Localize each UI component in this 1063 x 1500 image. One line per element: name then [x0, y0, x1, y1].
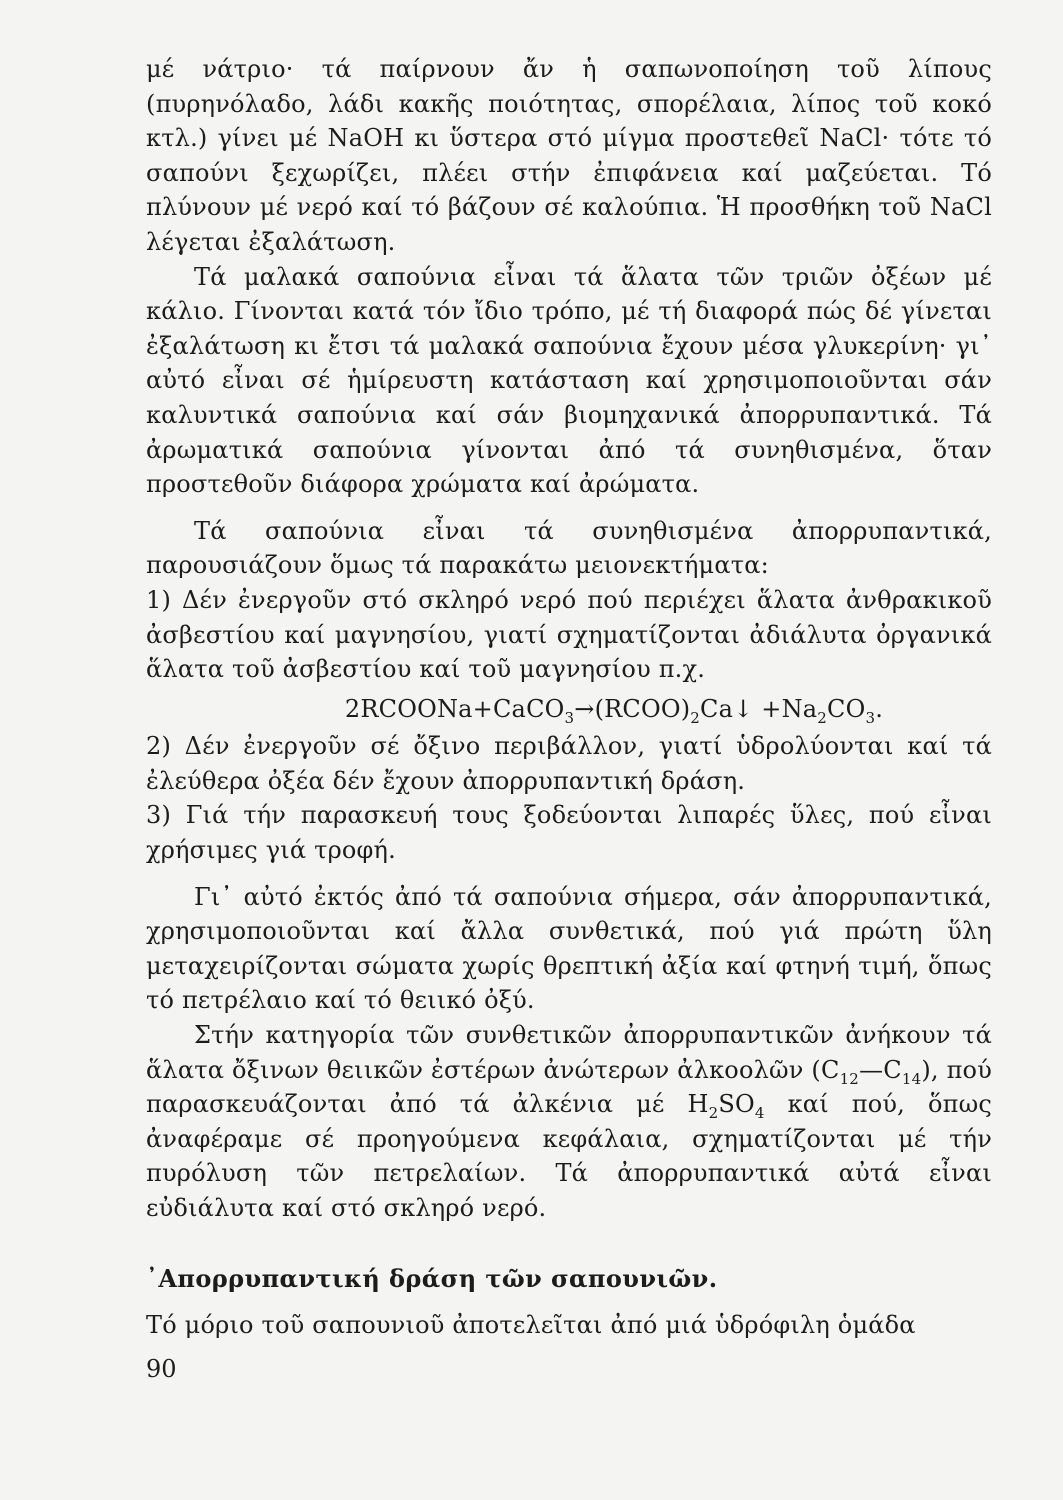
list-item-2: 2) Δέν ἐνεργοῦν σέ ὄξινο περιβάλλον, γιατί ὑδρολύονται καί τά ἐλεύθερα ὀξέα δέν ἔχουν ἀπορρυπαντική δράση. — [146, 732, 992, 795]
paragraph-4: Γι᾽ αὐτό ἐκτός ἀπό τά σαπούνια σήμερα, σάν ἀπορρυπαντικά, χρησιμοποιοῦνται καί ἄλλα συνθετικά, πού γιά πρώτη ὕλη μεταχειρίζονται σώματα χωρίς θρεπτική ἀξία καί φτηνή τιμή, ὅπως τό πετρέλαιο καί τό θειικό ὀξύ. — [146, 882, 992, 1015]
chemical-equation: $2RCOONa+CaCO_3\to(RCOO)_2Ca↓ +Na_2CO_3$. — [344, 694, 884, 727]
section-heading: ᾽Απορρυπαντική δράση τῶν σαπουνιῶν. — [146, 1263, 718, 1293]
page-number: 90 — [146, 1355, 177, 1383]
last-line: Τό μόριο τοῦ σαπουνιοῦ ἀποτελεῖται ἀπό μιά ὑδρόφιλη ὁμάδα — [146, 1311, 916, 1340]
paragraph-2: Τά μαλακά σαπούνια εἶναι τά ἅλατα τῶν τριῶν ὀξέων μέ κάλιο. Γίνονται κατά τόν ἴδιο τρόπο, μέ τή διαφορά πώς δέ γίνεται ἐξαλάτωση κι ἔτσι τά μαλακά σαπούνια ἔχουν μέσα γλυκερίνη· γι᾽ αὐτό εἶναι σέ ἡμίρευστη κατάσταση καί χρησιμοποιοῦνται σάν καλυντικά σαπούνια καί σάν βιομηχανικά ἀπορρυπαντικά. Τά ἀρωματικά σαπούνια γίνονται ἀπό τά συνηθισμένα, ὅταν προστεθοῦν διάφορα χρώματα καί ἀρώματα. — [146, 262, 992, 499]
list-item-1: 1) Δέν ἐνεργοῦν στό σκληρό νερό πού περιέχει ἅλατα ἀνθρακικοῦ ἀσβεστίου καί μαγνησίου, γιατί σχηματίζονται ἀδιάλυτα ὀργανικά ἅλατα τοῦ ἀσβεστίου καί τοῦ μαγνησίου π.χ. — [146, 585, 992, 684]
paragraph-3: Τά σαπούνια εἶναι τά συνηθισμένα ἀπορρυπαντικά, παρουσιάζουν ὅμως τά παρακάτω μειονεκτήματα: — [146, 516, 992, 580]
paragraph-5: Στήν κατηγορία τῶν συνθετικῶν ἀπορρυπαντικῶν ἀνήκουν τά ἅλατα ὄξινων θειικῶν ἐστέρων ἀνώτερων ἀλκοολῶν $(C_{12}—C_{14})$, πού παρασκευάζονται ἀπό τά ἀλκένια μέ $H_2SO_4$ καί πού, ὅπως ἀναφέραμε σέ προηγούμενα κεφάλαια, σχηματίζονται μέ τήν πυρόλυση τῶν πετρελαίων. Τά ἀπορρυπαντικά αὐτά εἶναι εὐδιάλυτα καί στό σκληρό νερό. — [146, 1021, 992, 1222]
body-text — [146, 52, 992, 1343]
list-item-3: 3) Γιά τήν παρασκευή τους ξοδεύονται λιπαρές ὕλες, πού εἶναι χρήσιμες γιά τροφή. — [146, 801, 992, 865]
paragraph-1: μέ νάτριο· τά παίρνουν ἄν ἡ σαπωνοποίηση τοῦ λίπους (πυρηνόλαδο, λάδι κακῆς ποιότητας, σπορέλαια, λίπος τοῦ κοκό κτλ.) γίνει μέ NaOH κι ὕστερα στό μίγμα προστεθεῖ NaCl· τότε τό σαπούνι ξεχωρίζει, πλέει στήν ἐπιφάνεια καί μαζεύεται. Τό πλύνουν μέ νερό καί τό βάζουν σέ καλούπια. Ἡ προσθήκη τοῦ NaCl λέγεται ἐξαλάτωση. — [146, 55, 992, 256]
